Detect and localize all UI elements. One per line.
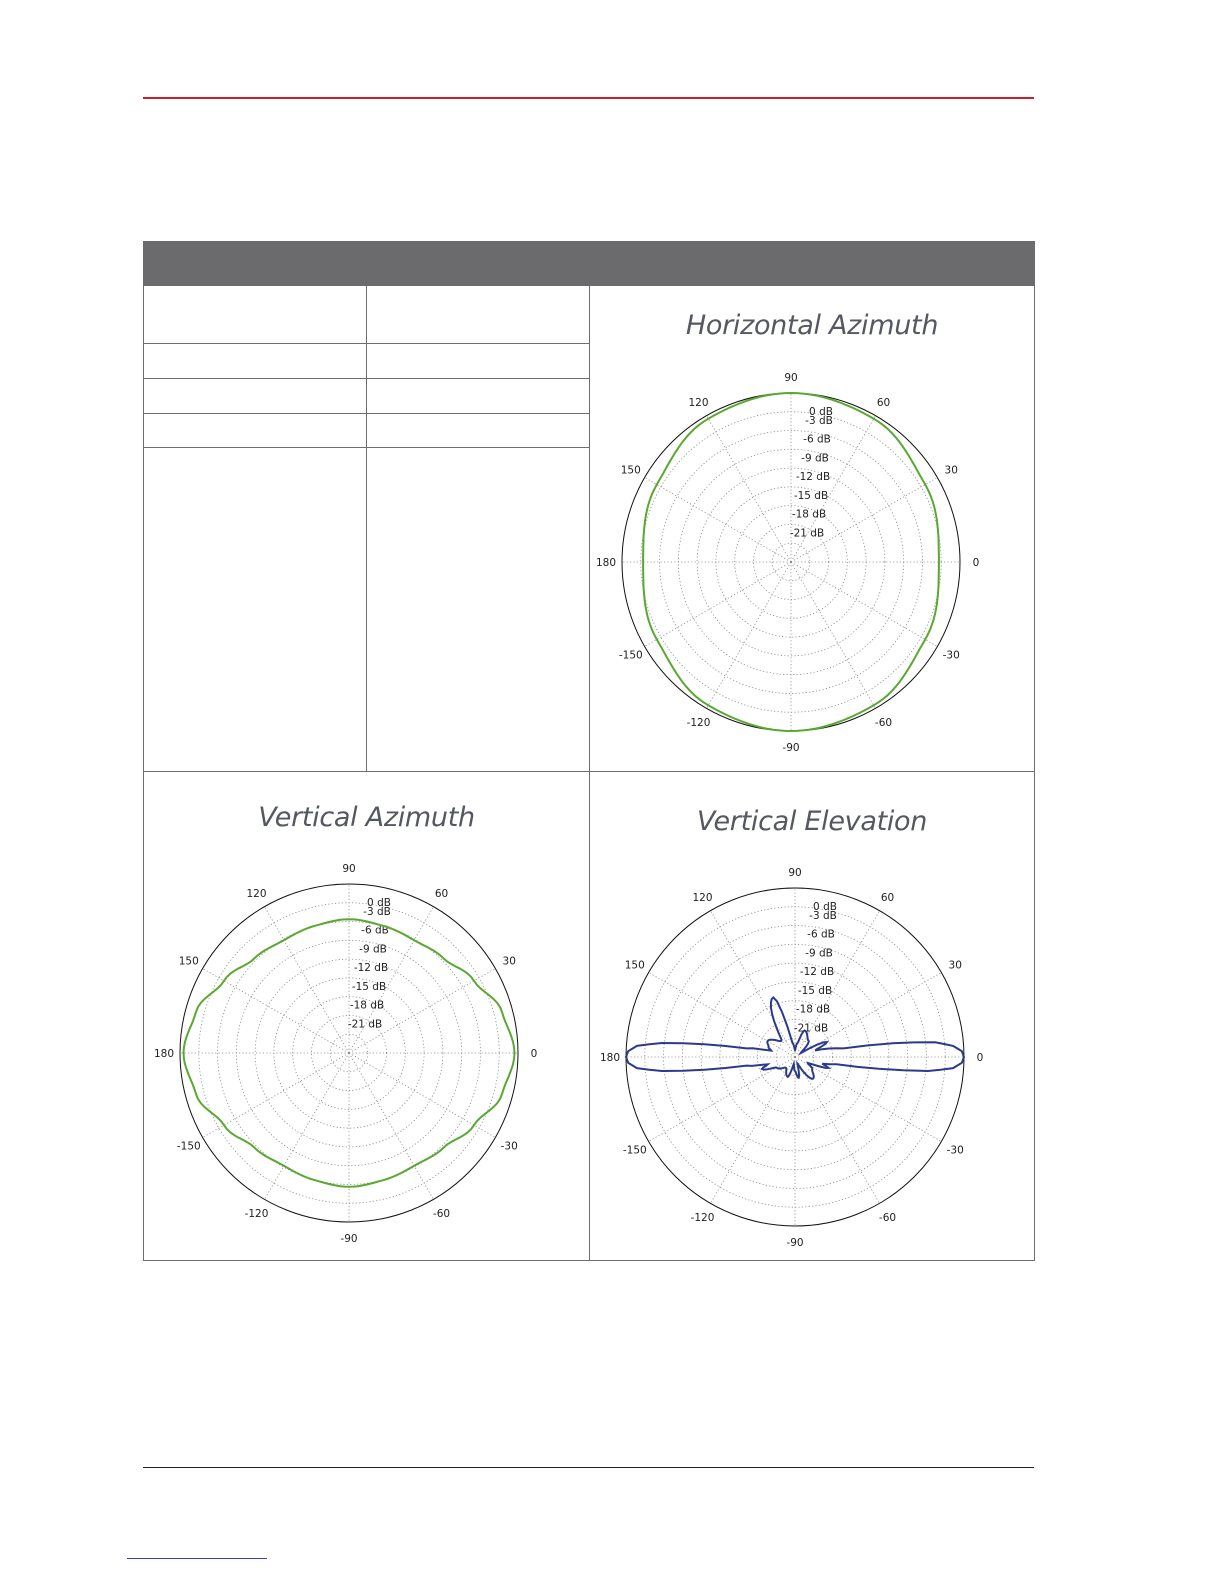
footer-rule: [143, 1467, 1034, 1468]
radial-tick-label: -6 dB: [803, 433, 831, 446]
angle-tick-label: -60: [432, 1208, 451, 1221]
angle-tick-label: 90: [784, 372, 798, 385]
angle-tick-label: -90: [786, 1237, 804, 1250]
radial-tick-label: -15 dB: [797, 985, 833, 998]
horizontal-azimuth-chart: [590, 286, 1035, 772]
angle-tick-label: 30: [948, 959, 962, 972]
angle-tick-label: -90: [782, 742, 800, 755]
table-header-row: [144, 242, 1035, 286]
angle-tick-label: 60: [434, 888, 449, 901]
radial-tick-label: -3 dB: [809, 910, 837, 923]
angle-tick-label: 60: [876, 396, 891, 409]
spec-value: [367, 379, 590, 414]
horizontal-azimuth-cell: [590, 286, 1035, 772]
radial-tick-label: -21 dB: [789, 527, 825, 540]
table-header: [144, 242, 1035, 286]
spec-value: [367, 414, 590, 448]
angle-tick-label: 180: [153, 1048, 175, 1061]
radial-tick-label: -3 dB: [363, 906, 391, 919]
spec-label: [144, 344, 367, 379]
angle-tick-label: 0: [976, 1052, 984, 1065]
angle-tick-label: 120: [692, 892, 713, 905]
radial-tick-label: -21 dB: [793, 1022, 829, 1035]
grid-spoke: [707, 416, 792, 562]
radial-tick-label: -18 dB: [349, 1000, 385, 1013]
spec-value: [367, 344, 590, 379]
footer-link-underline: [127, 1558, 267, 1559]
angle-tick-label: -150: [618, 649, 643, 662]
vertical-elevation-chart: [590, 772, 1035, 1258]
vertical-azimuth-chart: [144, 772, 589, 1258]
angle-tick-label: -30: [942, 649, 960, 662]
angle-tick-label: -60: [878, 1212, 897, 1225]
radial-tick-label: -18 dB: [791, 508, 827, 521]
radial-tick-label: -9 dB: [801, 452, 829, 465]
angle-tick-label: 150: [178, 955, 199, 968]
angle-tick-label: 90: [788, 867, 802, 880]
radial-tick-label: -6 dB: [361, 925, 389, 938]
radial-tick-label: -15 dB: [793, 489, 829, 502]
grid-spoke: [711, 1057, 796, 1203]
radial-tick-label: -21 dB: [347, 1018, 383, 1031]
vertical-elevation-cell: [590, 772, 1035, 1261]
angle-tick-label: 60: [880, 892, 895, 905]
angle-tick-label: 120: [246, 888, 267, 901]
table-row: [144, 772, 1035, 1261]
radial-tick-label: -6 dB: [807, 929, 835, 942]
radial-tick-label: -15 dB: [351, 981, 387, 994]
grid-spoke: [711, 911, 796, 1057]
angle-tick-label: -120: [244, 1208, 269, 1221]
angle-tick-label: -120: [690, 1212, 715, 1225]
spec-label: [144, 448, 367, 772]
angle-tick-label: -30: [946, 1144, 964, 1157]
angle-tick-label: 30: [502, 955, 516, 968]
angle-tick-label: 180: [595, 557, 617, 570]
spec-label: [144, 414, 367, 448]
radial-tick-label: 0 dB: [367, 897, 391, 910]
angle-tick-label: 0: [530, 1048, 538, 1061]
angle-tick-label: -120: [686, 717, 711, 730]
vertical-azimuth-cell: [144, 772, 590, 1261]
radial-tick-label: -12 dB: [353, 962, 389, 975]
spec-value: [367, 448, 590, 772]
angle-tick-label: 120: [688, 396, 709, 409]
angle-tick-label: -60: [874, 717, 893, 730]
radial-tick-label: 0 dB: [813, 901, 837, 914]
radial-tick-label: -12 dB: [799, 966, 835, 979]
spec-value: [367, 286, 590, 344]
angle-tick-label: -90: [340, 1233, 358, 1246]
radial-tick-label: -9 dB: [359, 943, 387, 956]
radial-tick-label: -12 dB: [795, 471, 831, 484]
chart-title: Vertical Azimuth: [258, 802, 475, 834]
radial-tick-label: -3 dB: [805, 414, 833, 427]
grid-spoke: [707, 562, 792, 708]
angle-tick-label: 90: [342, 863, 356, 876]
angle-tick-label: -150: [622, 1144, 647, 1157]
table-row: [144, 286, 1035, 344]
radial-tick-label: -18 dB: [795, 1004, 831, 1017]
spec-table: [143, 241, 1035, 1261]
angle-tick-label: -30: [500, 1140, 518, 1153]
radial-tick-label: 0 dB: [809, 406, 833, 419]
spec-label: [144, 379, 367, 414]
angle-tick-label: -150: [176, 1140, 201, 1153]
radial-tick-label: -9 dB: [805, 947, 833, 960]
chart-title: Horizontal Azimuth: [685, 310, 939, 342]
chart-title: Vertical Elevation: [696, 806, 928, 838]
angle-tick-label: 150: [620, 464, 641, 477]
spec-label: [144, 286, 367, 344]
angle-tick-label: 150: [624, 959, 645, 972]
angle-tick-label: 180: [599, 1052, 621, 1065]
header-rule: [143, 97, 1034, 99]
angle-tick-label: 0: [972, 557, 980, 570]
angle-tick-label: 30: [944, 464, 958, 477]
